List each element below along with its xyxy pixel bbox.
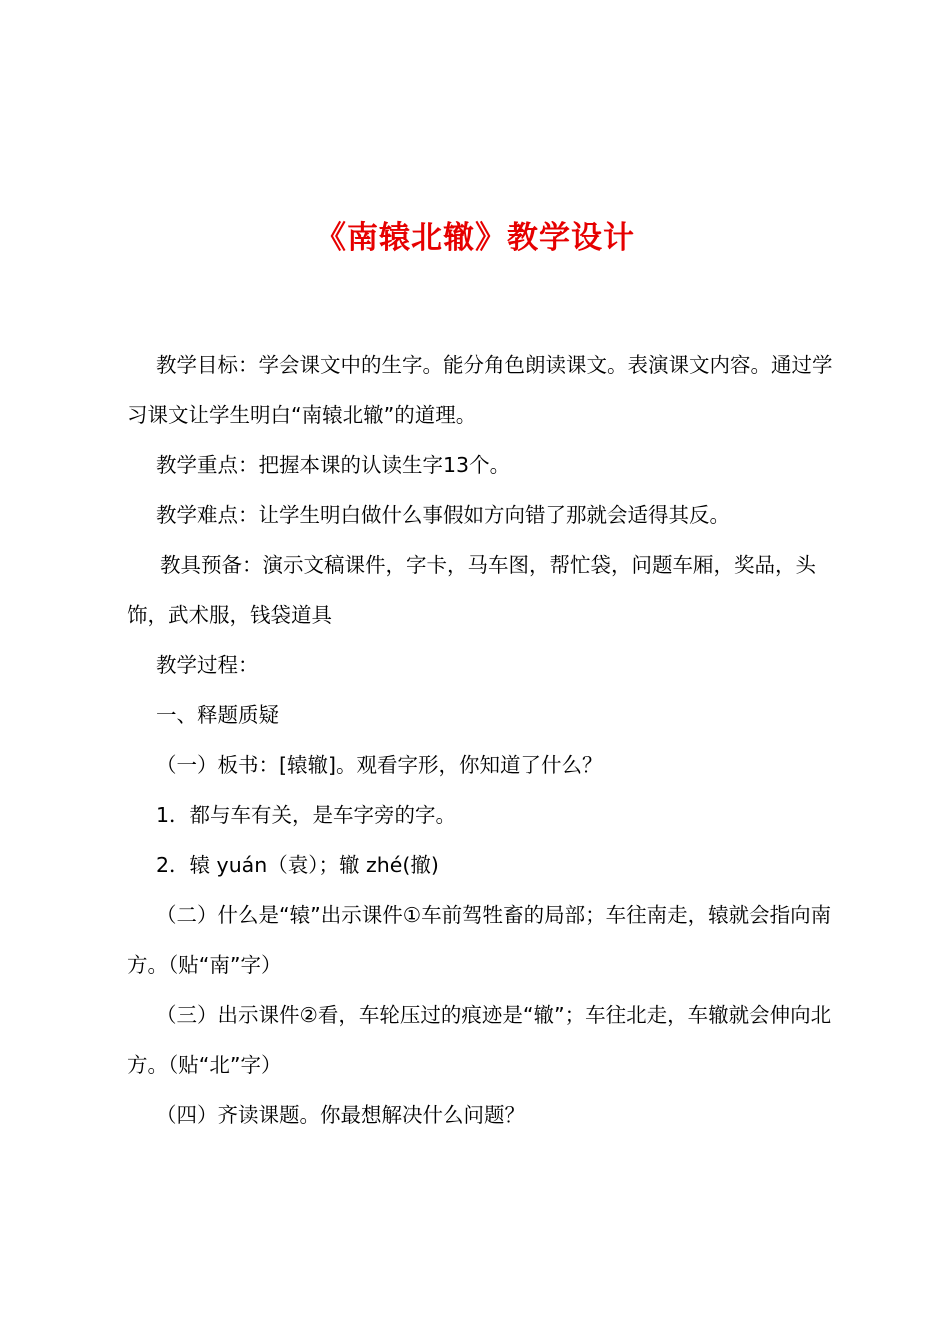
paragraph-item-2: （二）什么是“辕”出示课件①车前驾牲畜的局部；车往南走，辕就会指向南方。（贴“南”字）	[127, 903, 832, 977]
paragraph-teaching-goals: 教学目标：学会课文中的生字。能分角色朗读课文。表演课文内容。通过学习课文让学生明白“南辕北辙”的道理。	[127, 353, 833, 427]
paragraph-teaching-materials: 教具预备：演示文稿课件，字卡，马车图，帮忙袋，问题车厢，奖品，头饰，武术服，钱袋道具	[127, 553, 816, 627]
paragraph-point-1: 1．都与车有关，是车字旁的字。	[156, 803, 457, 827]
paragraph-item-1: （一）板书：[辕辙]。观看字形，你知道了什么？	[156, 753, 603, 777]
section-heading-1: 一、释题质疑	[156, 703, 279, 727]
paragraph-teaching-difficulty: 教学难点：让学生明白做什么事假如方向错了那就会适得其反。	[156, 503, 730, 527]
paragraph-teaching-focus: 教学重点：把握本课的认读生字13个。	[156, 453, 511, 477]
paragraph-item-3: （三）出示课件②看，车轮压过的痕迹是“辙”；车往北走，车辙就会伸向北方。（贴“北”字）	[127, 1003, 832, 1077]
document-title: 《南辕北辙》教学设计	[315, 220, 635, 256]
paragraph-item-4: （四）齐读课题。你最想解决什么问题？	[156, 1103, 525, 1127]
paragraph-point-2: 2．辕 yuán（袁）；辙 zhé(撤)	[156, 853, 439, 877]
paragraph-teaching-process: 教学过程：	[156, 653, 259, 677]
document-body	[127, 340, 837, 1140]
